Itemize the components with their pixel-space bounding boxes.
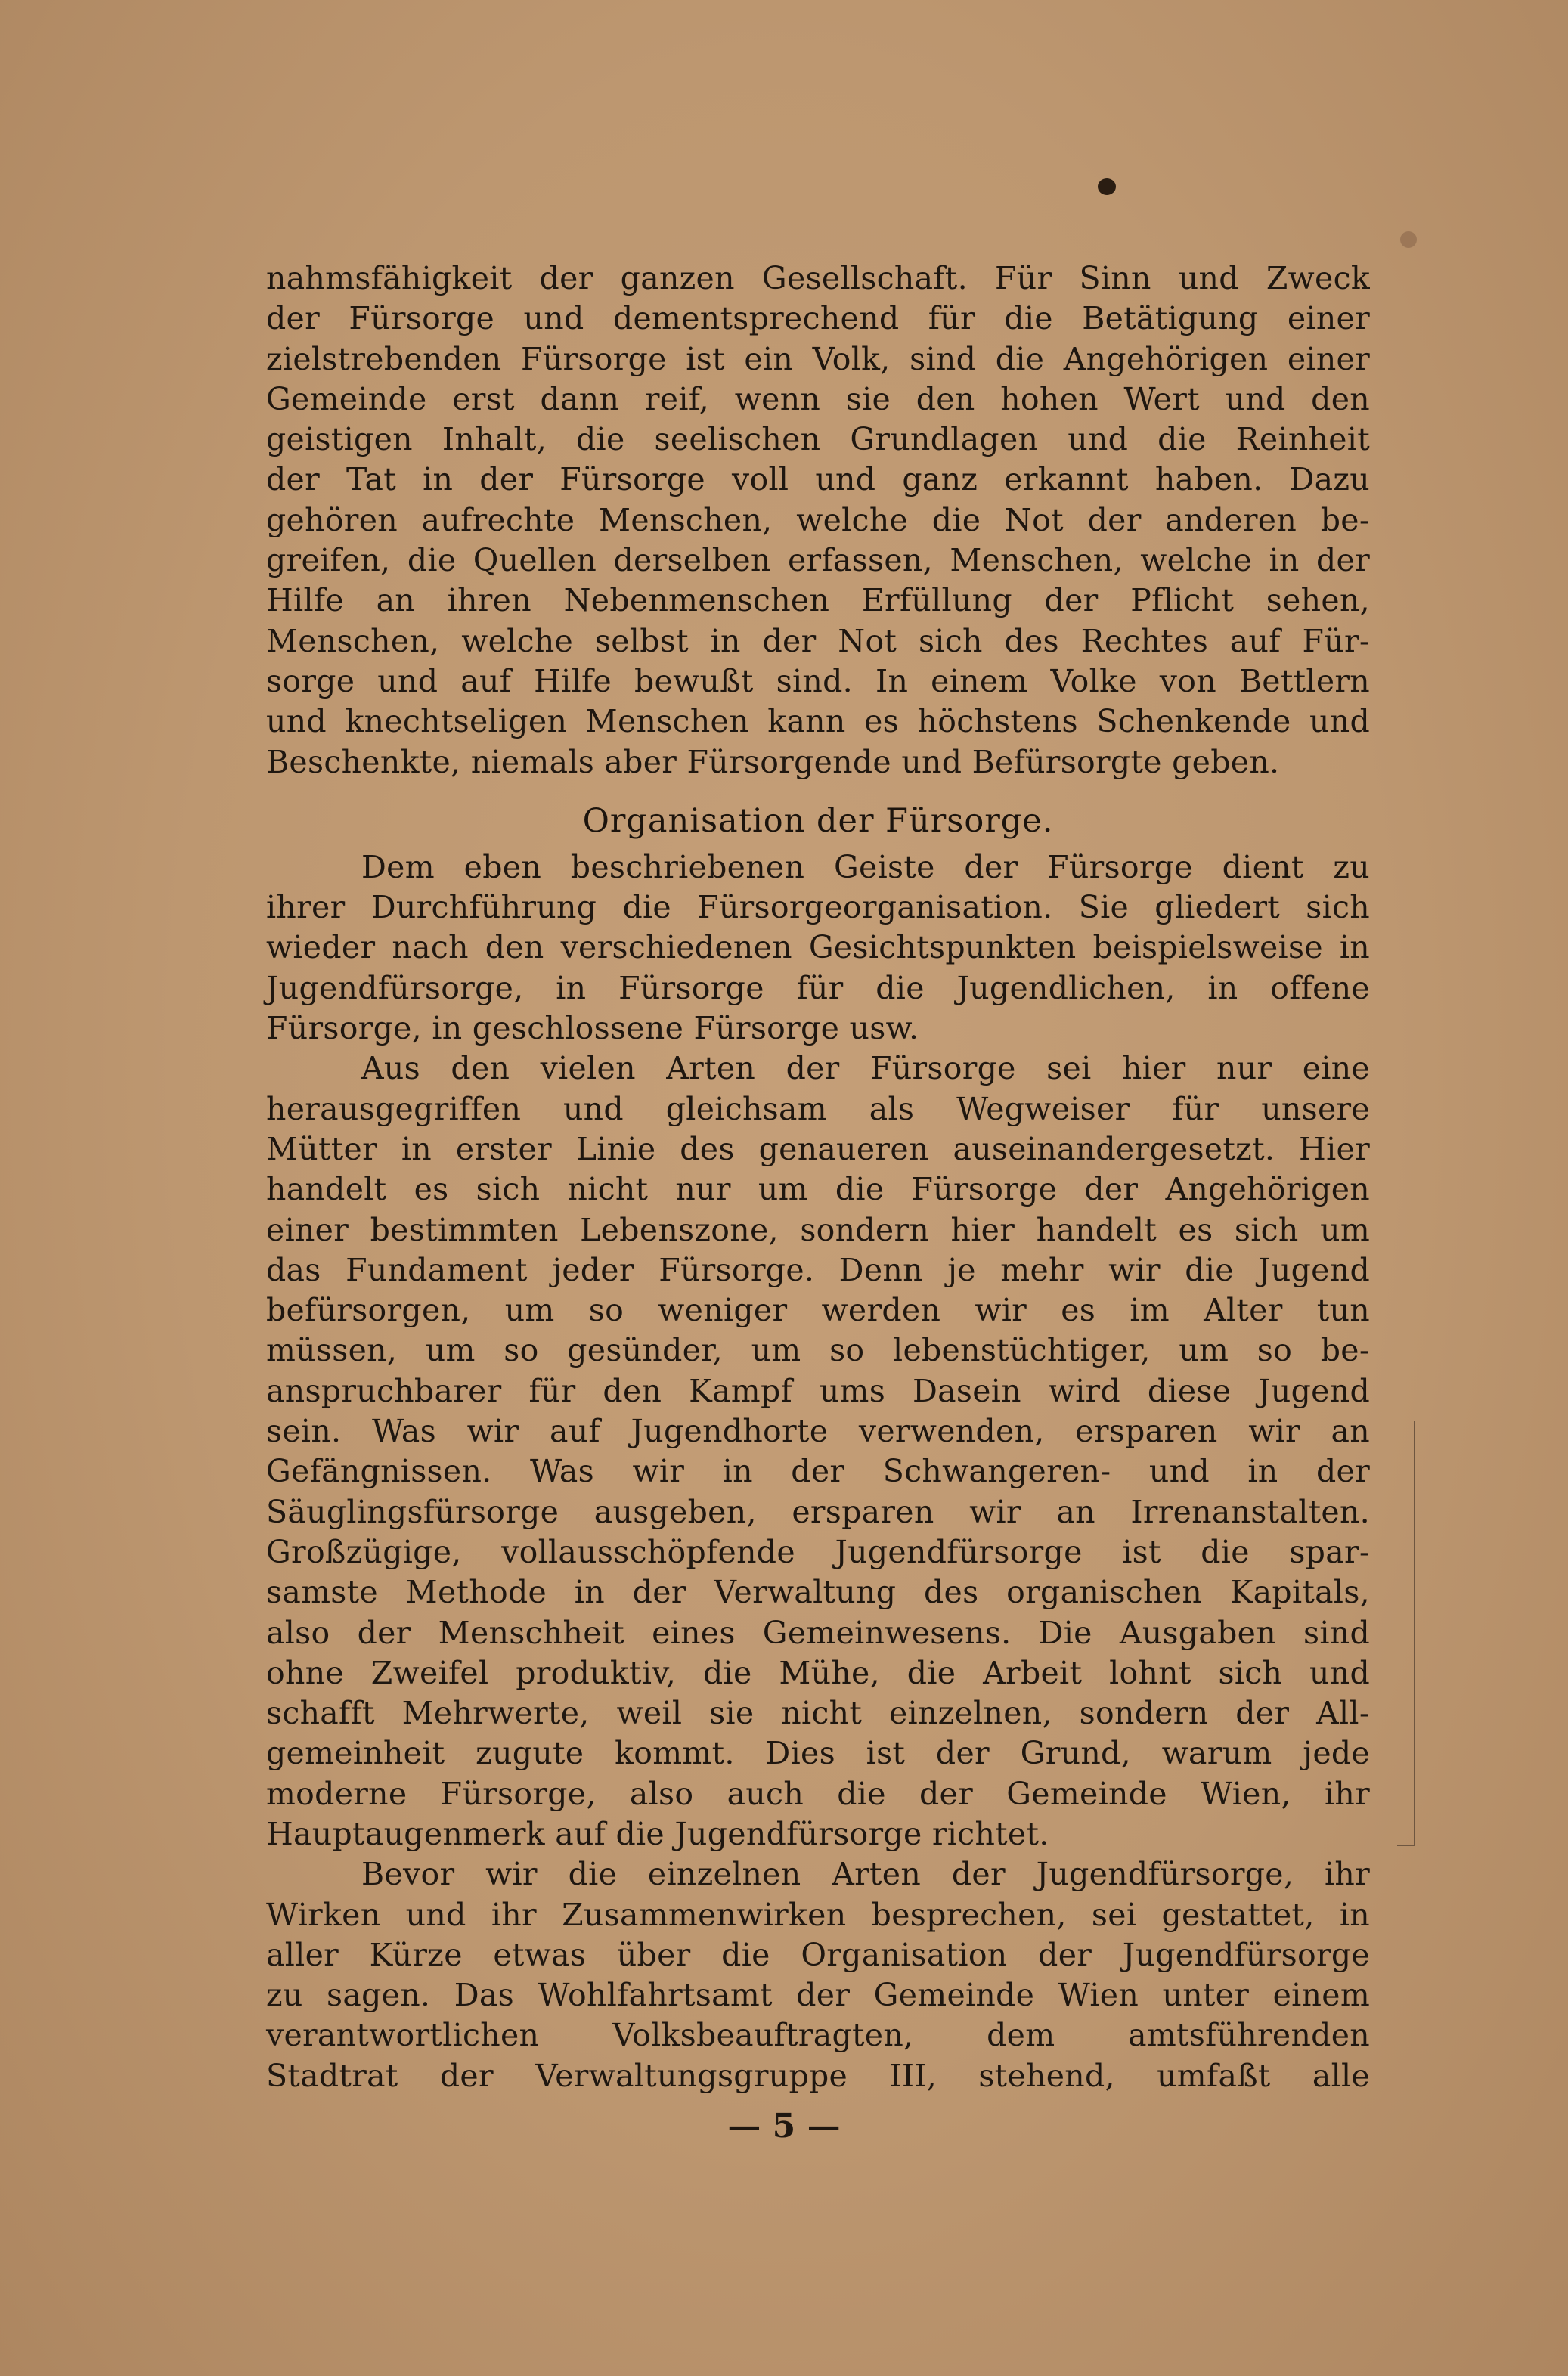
paragraph-3 [266,1049,1370,1854]
text-line: Bevor wir die einzelnen Arten der Jugendfürsorge, ihr [361,1856,1370,1893]
text-line: gemeinheit zugute kommt. Dies ist der Grund, warum jede [266,1735,1370,1772]
text-line: ihrer Durchführung die Fürsorgeorganisation. Sie gliedert sich [266,889,1370,926]
text-line: Mütter in erster Linie des genaueren auseinandergesetzt. Hier [266,1130,1370,1167]
text-line: ohne Zweifel produktiv, die Mühe, die Arbeit lohnt sich und [266,1654,1370,1691]
text-line: schafft Mehrwerte, weil sie nicht einzelnen, sondern der All- [266,1695,1370,1732]
text-line: verantwortlichen Volksbeauftragten, dem amtsführenden [266,2017,1370,2054]
ink-spot [1098,178,1116,195]
text-line: Stadtrat der Verwaltungsgruppe III, stehend, umfaßt alle [266,2057,1370,2094]
text-line: zielstrebenden Fürsorge ist ein Volk, sind die Angehörigen einer [266,340,1370,377]
text-line: Fürsorge, in geschlossene Fürsorge usw. [266,1010,919,1047]
text-line: Hauptaugenmerk auf die Jugendfürsorge richtet. [266,1815,1049,1852]
page-number: — 5 — [727,2107,841,2145]
text-line: Beschenkte, niemals aber Fürsorgende und Befürsorgte geben. [266,743,1280,780]
text-line: sein. Was wir auf Jugendhorte verwenden, ersparen wir an [266,1413,1370,1450]
paragraph-4 [266,1854,1370,2096]
text-line: müssen, um so gesünder, um so lebenstüchtiger, um so be- [266,1332,1370,1369]
text-line: wieder nach den verschiedenen Gesichtspunkten beispielsweise in [266,929,1370,966]
text-line: aller Kürze etwas über die Organisation der Jugendfürsorge [266,1936,1370,1973]
text-line: geistigen Inhalt, die seelischen Grundlagen und die Reinheit [266,421,1370,458]
body-text [266,259,1370,2096]
text-line: der Tat in der Fürsorge voll und ganz erkannt haben. Dazu [266,461,1370,498]
text-line: herausgegriffen und gleichsam als Wegweiser für unsere [266,1090,1370,1127]
text-line: Säuglingsfürsorge ausgeben, ersparen wir an Irrenanstalten. [266,1493,1370,1530]
section-heading: Organisation der Fürsorge. [582,801,1054,840]
text-line: der Fürsorge und dementsprechend für die Betätigung einer [266,300,1370,337]
text-line: zu sagen. Das Wohlfahrtsamt der Gemeinde Wien unter einem [266,1977,1370,2014]
text-line: sorge und auf Hilfe bewußt sind. In einem Volke von Bettlern [266,662,1370,699]
text-line: greifen, die Quellen derselben erfassen, Menschen, welche in der [266,542,1370,579]
text-line: handelt es sich nicht nur um die Fürsorge der Angehörigen [266,1171,1370,1208]
text-line: Hilfe an ihren Nebenmenschen Erfüllung der Pflicht sehen, [266,582,1370,619]
text-line: nahmsfähigkeit der ganzen Gesellschaft. Für Sinn und Zweck [266,260,1370,296]
text-line: gehören aufrechte Menschen, welche die Not der anderen be- [266,501,1370,538]
text-line: moderne Fürsorge, also auch die der Gemeinde Wien, ihr [266,1775,1370,1812]
text-line: anspruchbarer für den Kampf ums Dasein wird diese Jugend [266,1372,1370,1409]
text-line: Menschen, welche selbst in der Not sich des Rechtes auf Für- [266,622,1370,659]
text-line: befürsorgen, um so weniger werden wir es im Alter tun [266,1292,1370,1329]
text-line: samste Methode in der Verwaltung des organischen Kapitals, [266,1574,1370,1611]
text-line: also der Menschheit eines Gemeinwesens. Die Ausgaben sind [266,1614,1370,1651]
text-line: Gefängnissen. Was wir in der Schwangeren- und in der [266,1453,1370,1490]
text-line: Dem eben beschriebenen Geiste der Fürsorge dient zu [361,848,1370,885]
text-line: Wirken und ihr Zusammenwirken besprechen, sei gestattet, in [266,1896,1370,1933]
text-line: Gemeinde erst dann reif, wenn sie den hohen Wert und den [266,380,1370,417]
paragraph-1 [266,259,1370,782]
paragraph-2 [266,847,1370,1049]
paper-stain [1400,231,1417,248]
text-line: Aus den vielen Arten der Fürsorge sei hier nur eine [361,1050,1370,1087]
text-line: Großzügige, vollausschöpfende Jugendfürsorge ist die spar- [266,1533,1370,1570]
text-line: Jugendfürsorge, in Fürsorge für die Jugendlichen, in offene [266,969,1370,1006]
text-line: das Fundament jeder Fürsorge. Denn je mehr wir die Jugend [266,1251,1370,1288]
margin-bracket-mark [1397,1421,1415,1846]
text-line: einer bestimmten Lebenszone, sondern hier handelt es sich um [266,1211,1370,1248]
text-line: und knechtseligen Menschen kann es höchstens Schenkende und [266,703,1370,740]
